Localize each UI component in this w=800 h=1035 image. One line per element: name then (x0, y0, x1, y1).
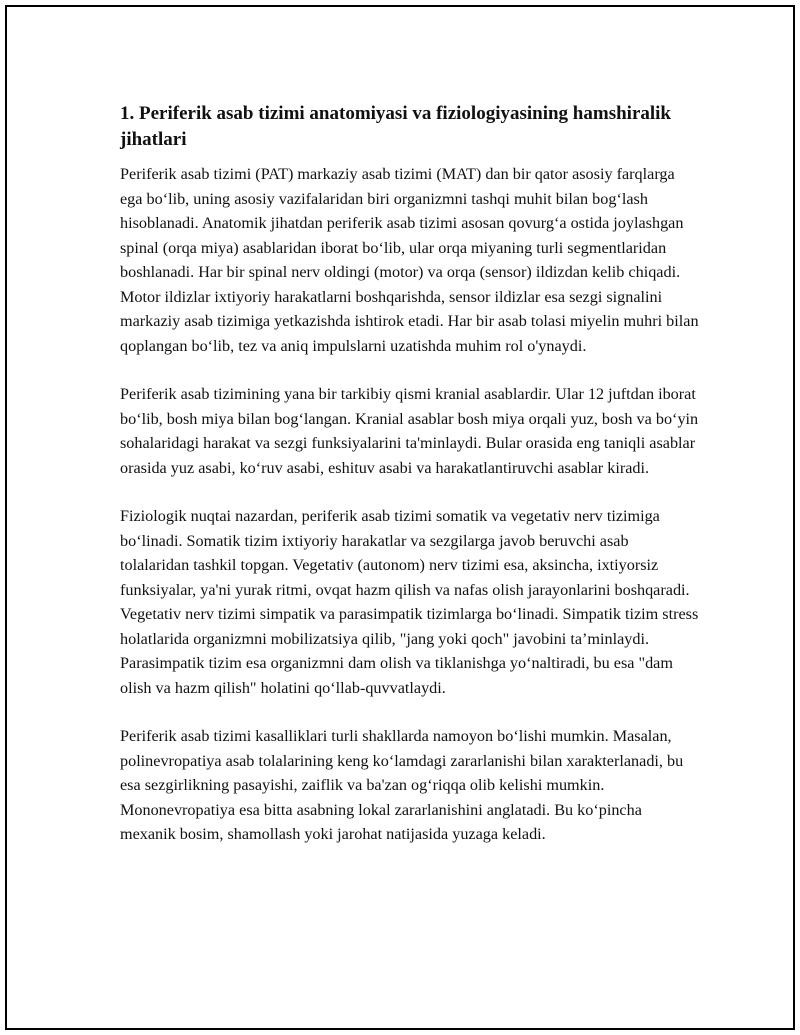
section-heading: 1. Periferik asab tizimi anatomiyasi va fiziologiyasining hamshiralik jihatlari (120, 103, 671, 150)
paragraph-diseases: Periferik asab tizimi kasalliklari turli shakllarda namoyon bo‘lishi mumkin. Masalan, polinevropatiya asab tolalarining keng ko‘lamdagi zararlanishi bilan xarakterlanadi, bu esa sezgirlikning pasayishi, zaiflik va ba'zan og‘riqqa olib kelishi mumkin. Mononevropatiya esa bitta asabning lokal zararlanishini anglatadi. Bu ko‘pincha mexanik bosim, shamollash yoki jarohat natijasida yuzaga keladi. (120, 727, 684, 843)
paragraph-cranial-nerves: Periferik asab tizimining yana bir tarkibiy qismi kranial asablardir. Ular 12 juftdan iborat bo‘lib, bosh miya bilan bog‘langan. Kranial asablar bosh miya orqali yuz, bosh va bo‘yin sohalaridagi harakat va sezgi funksiyalarini ta'minlaydi. Bular orasida eng taniqli asablar orasida yuz asabi, ko‘ruv asabi, eshituv asabi va harakatlantiruvchi asablar kiradi. (120, 385, 699, 477)
paragraph-physiology: Fiziologik nuqtai nazardan, periferik asab tizimi somatik va vegetativ nerv tizimiga bo‘linadi. Somatik tizim ixtiyoriy harakatlar va sezgilarga javob beruvchi asab tolalaridan tashkil topgan. Vegetativ (autonom) nerv tizimi esa, aksincha, ixtiyorsiz funksiyalar, ya'ni yurak ritmi, ovqat hazm qilish va nafas olish jarayonlarini boshqaradi. Vegetativ nerv tizimi simpatik va parasimpatik tizimlarga bo‘linadi. Simpatik tizim stress holatlarida organizmni mobilizatsiya qilib, "jang yoki qoch" javobini ta’minlaydi. Parasimpatik tizim esa organizmni dam olish va tiklanishga yo‘naltiradi, bu esa "dam olish va hazm qilish" holatini qo‘llab-quvvatlaydi. (120, 507, 699, 697)
document-body (120, 101, 700, 871)
page-frame (5, 5, 795, 1030)
paragraph-anatomy: Periferik asab tizimi (PAT) markaziy asab tizimi (MAT) dan bir qator asosiy farqlarga ega bo‘lib, uning asosiy vazifalaridan biri organizmni tashqi muhit bilan bog‘lash hisoblanadi. Anatomik jihatdan periferik asab tizimi asosan qovurg‘a ostida joylashgan spinal (orqa miya) asablaridan iborat bo‘lib, ular orqa miyaning turli segmentlaridan boshlanadi. Har bir spinal nerv oldingi (motor) va orqa (sensor) ildizdan kelib chiqadi. Motor ildizlar ixtiyoriy harakatlarni boshqarishda, sensor ildizlar esa sezgi signalini markaziy asab tizimiga yetkazishda ishtirok etadi. Har bir asab tolasi miyelin muhri bilan qoplangan bo‘lib, tez va aniq impulslarni uzatishda muhim rol o'ynaydi. (120, 165, 699, 355)
